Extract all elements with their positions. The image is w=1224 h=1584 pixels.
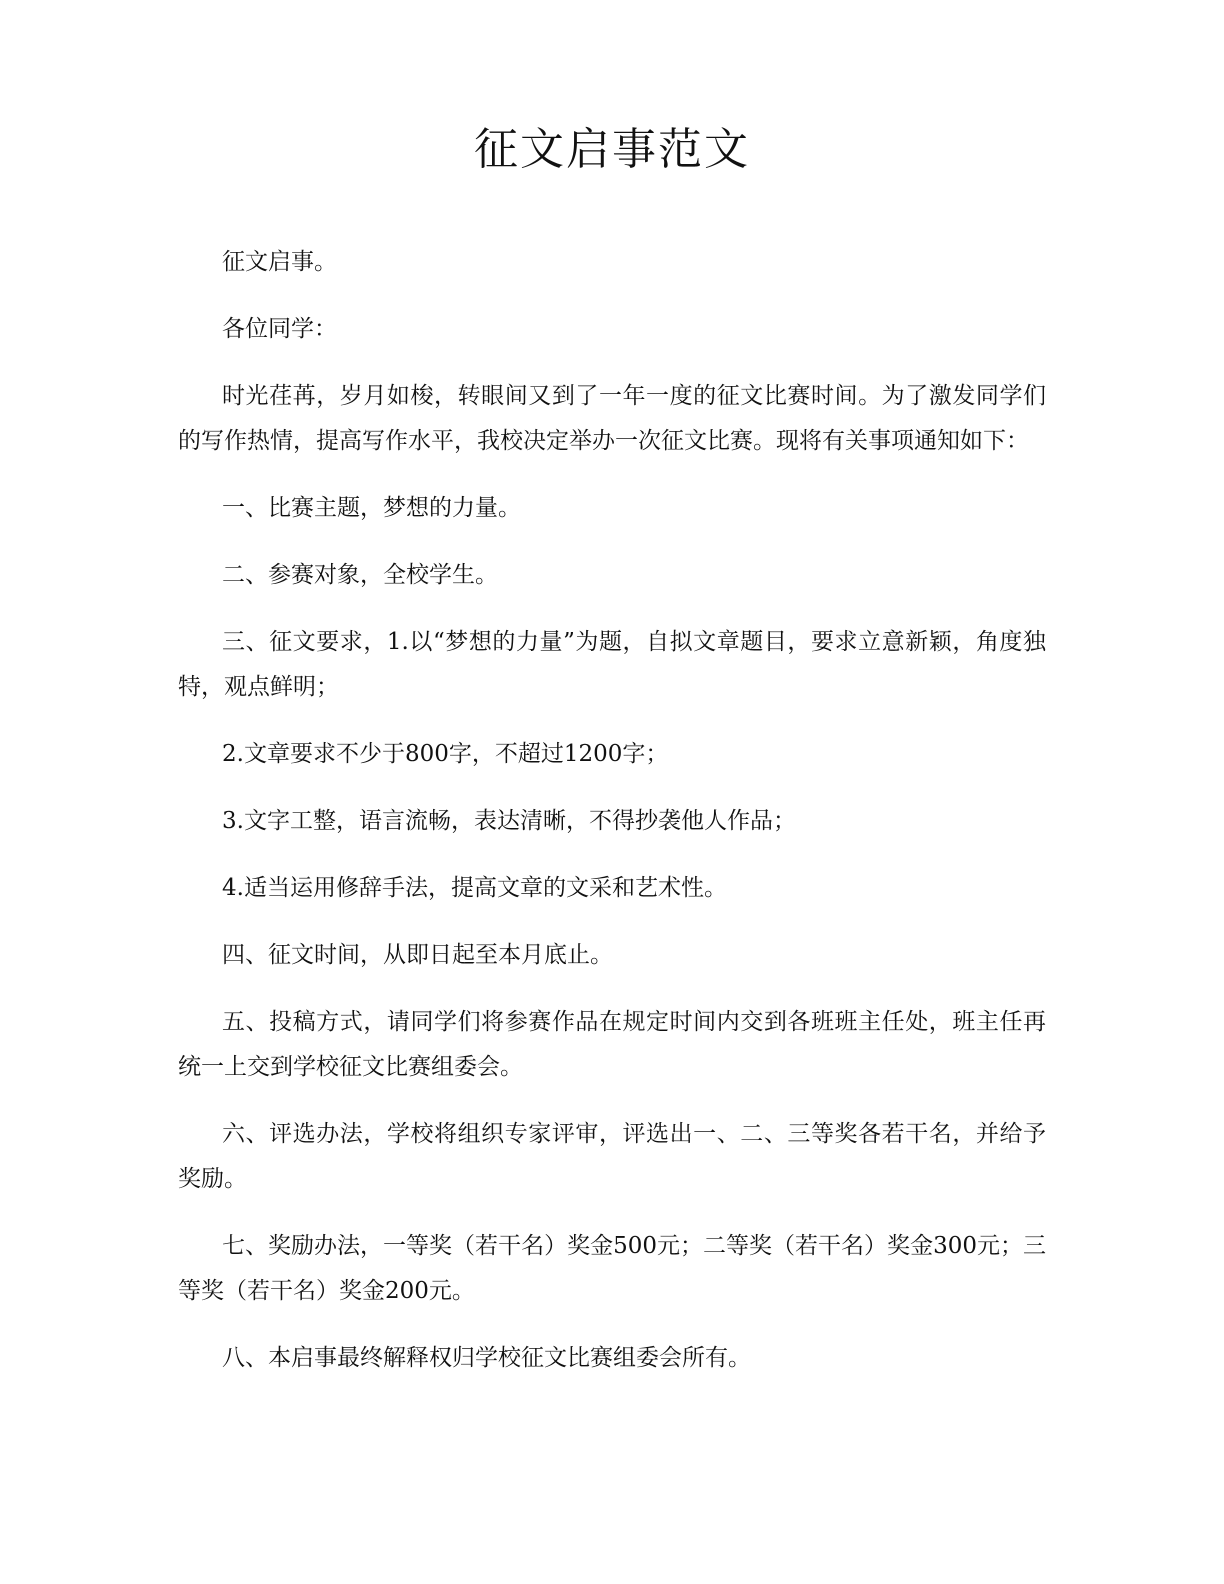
- paragraph-time: 四、征文时间，从即日起至本月底止。: [222, 942, 613, 968]
- paragraph-requirement-3: 3.文字工整，语言流畅，表达清晰，不得抄袭他人作品；: [222, 808, 796, 834]
- paragraph-requirement-2: 2.文章要求不少于800字，不超过1200字；: [222, 741, 669, 767]
- paragraph-notice-heading: 征文启事。: [222, 249, 337, 275]
- paragraph-evaluation: 六、评选办法，学校将组织专家评审，评选出一、二、三等奖各若干名，并给予奖励。: [178, 1121, 1046, 1192]
- document-title: 征文启事范文: [474, 124, 750, 175]
- paragraph-salutation: 各位同学：: [222, 316, 337, 342]
- paragraph-submission: 五、投稿方式，请同学们将参赛作品在规定时间内交到各班班主任处，班主任再统一上交到学校征文比赛组委会。: [178, 1009, 1046, 1080]
- paragraph-requirement-4: 4.适当运用修辞手法，提高文章的文采和艺术性。: [222, 875, 727, 901]
- paragraph-awards: 七、奖励办法，一等奖（若干名）奖金500元；二等奖（若干名）奖金300元；三等奖（若干名）奖金200元。: [178, 1233, 1046, 1304]
- paragraph-requirements: 三、征文要求，1.以“梦想的力量”为题，自拟文章题目，要求立意新颖，角度独特，观点鲜明；: [178, 629, 1046, 700]
- paragraph-final-right: 八、本启事最终解释权归学校征文比赛组委会所有。: [222, 1345, 751, 1371]
- paragraph-theme: 一、比赛主题，梦想的力量。: [222, 495, 521, 521]
- paragraph-intro: 时光荏苒，岁月如梭，转眼间又到了一年一度的征文比赛时间。为了激发同学们的写作热情，提高写作水平，我校决定举办一次征文比赛。现将有关事项通知如下：: [178, 383, 1046, 454]
- paragraph-participants: 二、参赛对象，全校学生。: [222, 562, 498, 588]
- document-body: [178, 240, 1046, 1403]
